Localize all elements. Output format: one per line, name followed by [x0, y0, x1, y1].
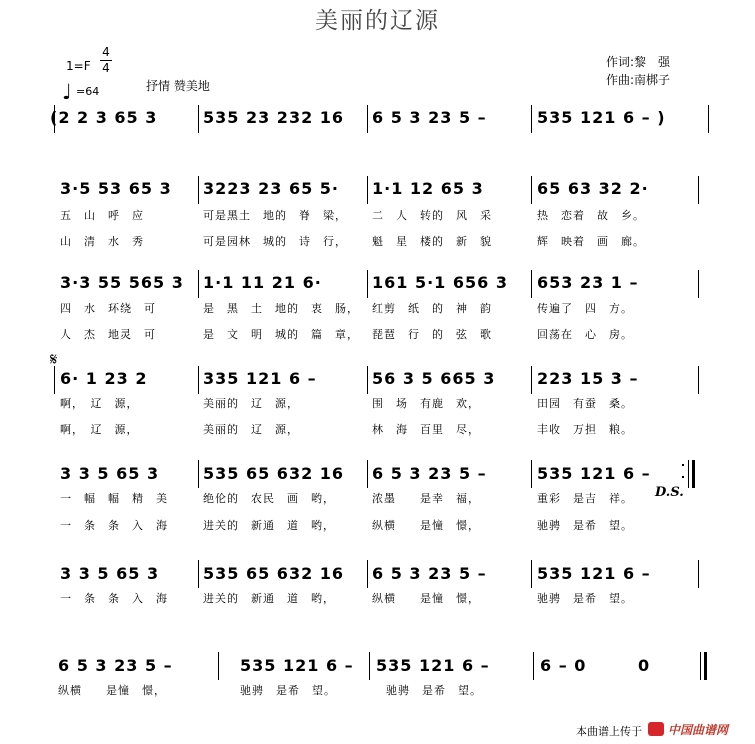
barline: [367, 460, 368, 488]
barline: [198, 366, 199, 394]
time-signature-top: 4: [102, 45, 110, 59]
measure-notation: 6 5 3 23 5 –: [58, 656, 173, 675]
lyric-verse-1: 热 恋着 故 乡。: [537, 209, 645, 222]
barline: [708, 105, 709, 133]
measure-notation: 0: [638, 656, 651, 675]
measure-notation: 1·1 12 65 3: [372, 179, 484, 198]
measure-notation: 3·3 55 565 3: [60, 273, 184, 292]
site-logo-icon: [648, 722, 664, 736]
measure-notation: 535 65 632 16: [203, 464, 345, 483]
measure-notation: 56 3 5 665 3: [372, 369, 496, 388]
barline: [198, 560, 199, 588]
barline: [533, 652, 534, 680]
lyric-verse-2: 啊， 辽 源，: [60, 423, 139, 436]
repeat-dot: [682, 476, 684, 478]
lyric-verse-1: 驰骋 是希 望。: [537, 592, 633, 605]
segno-icon: 𝄋: [50, 350, 58, 370]
repeat-barline-thick: [692, 460, 695, 488]
lyric-verse-2: 琵琶 行 的 弦 歌: [372, 328, 492, 341]
lyric-verse-1: 二 人 转的 风 采: [372, 209, 492, 222]
lyric-verse-1: 浓墨 是幸 福，: [372, 492, 480, 505]
lyric-verse-1: 田园 有蚕 桑。: [537, 397, 633, 410]
measure-notation: 535 121 6 –: [240, 656, 354, 675]
lyric-verse-2: 辉 映着 画 廊。: [537, 235, 645, 248]
lyric-verse-1: 美丽的 辽 源，: [203, 397, 299, 410]
measure-notation: 223 15 3 –: [537, 369, 639, 388]
expression-marking: 抒情 赞美地: [146, 79, 210, 93]
repeat-barline-thin: [688, 460, 689, 488]
time-signature: [100, 46, 112, 75]
lyric-verse-2: 驰骋 是希 望。: [537, 519, 633, 532]
lyric-verse-2: 人 杰 地灵 可: [60, 328, 156, 341]
measure-notation: 3·5 53 65 3: [60, 179, 172, 198]
measure-notation: 6 5 3 23 5 –: [372, 108, 487, 127]
lyric-verse-1: 围 场 有鹿 欢，: [372, 397, 480, 410]
barline: [367, 366, 368, 394]
lyric-verse-1: 四 水 环绕 可: [60, 302, 156, 315]
lyric-verse-1: 传遍了 四 方。: [537, 302, 633, 315]
time-signature-bottom: 4: [102, 61, 110, 75]
barline: [218, 652, 219, 680]
dal-segno-marking: D.S.: [655, 485, 684, 500]
barline: [531, 560, 532, 588]
lyric-verse-2: 丰收 万担 粮。: [537, 423, 633, 436]
measure-notation: 535 121 6 –: [537, 564, 651, 583]
lyric-verse-2: 是 文 明 城的 篇 章，: [203, 328, 359, 341]
barline: [198, 270, 199, 298]
measure-notation: 65 63 32 2·: [537, 179, 649, 198]
repeat-dot: [682, 464, 684, 466]
lyric-verse-2: 美丽的 辽 源，: [203, 423, 299, 436]
barline: [531, 176, 532, 204]
lyric-verse-2: 进关的 新通 道 哟，: [203, 519, 335, 532]
barline: [531, 366, 532, 394]
measure-notation: 535 121 6 –: [537, 464, 651, 483]
lyric-verse-2: 可是园林 城的 诗 行，: [203, 235, 347, 248]
page-title: 美丽的辽源: [315, 8, 440, 34]
barline: [698, 560, 699, 588]
lyric-verse-2: 林 海 百里 尽，: [372, 423, 480, 436]
barline: [54, 366, 55, 394]
measure-notation: 3 3 5 65 3: [60, 464, 160, 483]
barline: [367, 176, 368, 204]
lyric-verse-1: 驰骋 是希 望。: [240, 684, 336, 697]
barline: [698, 366, 699, 394]
barline: [367, 560, 368, 588]
lyricist-credit: 作词:黎 强: [606, 55, 671, 69]
barline: [698, 270, 699, 298]
barline: [531, 270, 532, 298]
lyric-verse-1: 是 黑 土 地的 衷 肠，: [203, 302, 359, 315]
measure-notation: 335 121 6 –: [203, 369, 317, 388]
barline: [198, 460, 199, 488]
key-signature: 1=F: [66, 59, 91, 73]
measure-notation: 535 23 232 16: [203, 108, 345, 127]
lyric-verse-1: 进关的 新通 道 哟，: [203, 592, 335, 605]
measure-notation: 1·1 11 21 6·: [203, 273, 322, 292]
measure-notation: 535 65 632 16: [203, 564, 345, 583]
barline: [531, 460, 532, 488]
lyric-verse-1: 啊， 辽 源，: [60, 397, 139, 410]
lyric-verse-2: 一 条 条 入 海: [60, 519, 168, 532]
barline: [367, 105, 368, 133]
barline: [198, 105, 199, 133]
lyric-verse-1: 纵横 是憧 憬，: [58, 684, 166, 697]
footer-text: 本曲谱上传于: [576, 725, 642, 738]
measure-notation: (2 2 3 65 3: [50, 108, 158, 127]
measure-notation: 161 5·1 656 3: [372, 273, 508, 292]
lyric-verse-2: 纵横 是憧 憬，: [372, 519, 480, 532]
site-brand[interactable]: 中国曲谱网: [668, 723, 729, 737]
composer-credit: 作曲:南梆子: [606, 73, 671, 87]
measure-notation: 6 5 3 23 5 –: [372, 564, 487, 583]
lyric-verse-1: 驰骋 是希 望。: [386, 684, 482, 697]
measure-notation: 653 23 1 –: [537, 273, 639, 292]
lyric-verse-2: 回荡在 心 房。: [537, 328, 633, 341]
measure-notation: 3 3 5 65 3: [60, 564, 160, 583]
measure-notation: 6 – 0: [540, 656, 587, 675]
barline: [698, 176, 699, 204]
measure-notation: 3223 23 65 5·: [203, 179, 339, 198]
lyric-verse-1: 绝伦的 农民 画 哟，: [203, 492, 335, 505]
measure-notation: 6· 1 23 2: [60, 369, 148, 388]
measure-notation: 535 121 6 – ): [537, 108, 666, 127]
measure-notation: 6 5 3 23 5 –: [372, 464, 487, 483]
barline: [369, 652, 370, 680]
lyric-verse-1: 一 幅 幅 精 美: [60, 492, 168, 505]
lyric-verse-1: 红剪 纸 的 神 韵: [372, 302, 492, 315]
tempo-marking: =64: [76, 85, 100, 98]
lyric-verse-2: 魁 星 楼的 新 貌: [372, 235, 492, 248]
barline: [367, 270, 368, 298]
barline: [531, 105, 532, 133]
barline: [198, 176, 199, 204]
final-barline-thin: [700, 652, 701, 680]
quarter-note-icon: ♩: [62, 80, 72, 104]
lyric-verse-1: 纵横 是憧 憬，: [372, 592, 480, 605]
lyric-verse-2: 山 清 水 秀: [60, 235, 144, 248]
lyric-verse-1: 一 条 条 入 海: [60, 592, 168, 605]
lyric-verse-1: 五 山 呼 应: [60, 209, 144, 222]
final-barline-thick: [704, 652, 707, 680]
lyric-verse-1: 可是黑土 地的 脊 梁，: [203, 209, 347, 222]
lyric-verse-1: 重彩 是吉 祥。: [537, 492, 633, 505]
measure-notation: 535 121 6 –: [376, 656, 490, 675]
